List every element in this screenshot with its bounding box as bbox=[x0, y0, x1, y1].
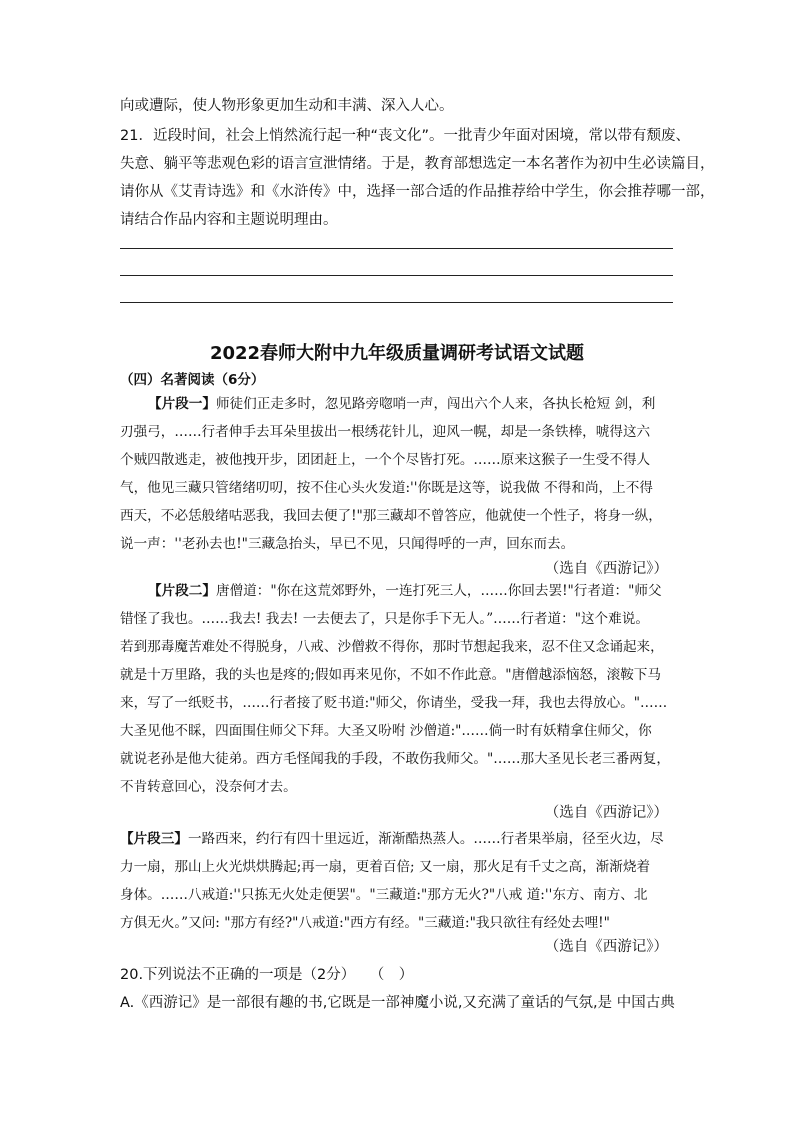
excerpt-3-line bbox=[120, 830, 664, 848]
excerpt-1-line: 刃强弓，……行者伸手去耳朵里拔出一根绣花针儿，迎风一幌，却是一条铁棒，唬得这六 bbox=[120, 424, 651, 440]
excerpt-2-line: 就是十万里路，我的头也是疼的;假如再来见你，不如不作此意。"唐僧越添恼怒，滚鞍下马 bbox=[120, 667, 661, 683]
excerpt-tag: 【片段三】 bbox=[120, 831, 188, 847]
excerpt-1-line: 说一声：''老孙去也!"三藏急抬头，早已不见，只闻得呼的一声，回东而去。 bbox=[120, 536, 575, 552]
excerpt-2-line: 不肯转意回心，没奈何才去。 bbox=[120, 779, 297, 795]
text-line: 请结合作品内容和主题说明理由。 bbox=[120, 212, 338, 228]
option-a: A.《西游记》是一部很有趣的书,它既是一部神魔小说,又充满了童话的气氛,是 中国古典 bbox=[120, 995, 675, 1011]
excerpt-1-line bbox=[148, 395, 655, 413]
excerpt-2-line bbox=[148, 582, 662, 600]
excerpt-text: 唐僧道："你在这荒郊野外，一连打死三人，……你回去罢!"行者道："师父 bbox=[215, 583, 662, 599]
excerpt-2-line: 就说老孙是他大徒弟。西方毛怪闻我的手段，不敢伤我师父。"……那大圣见长老三番两复， bbox=[120, 751, 670, 767]
question-21: 21．近段时间，社会上悄然流行起一种“丧文化”。一批青少年面对困境，常以带有颓废、 bbox=[120, 128, 690, 144]
excerpt-3-line: 方俱无火。”又问: "那方有经?"八戒道:"西方有经。"三藏道:"我只欲往有经处去哩!" bbox=[120, 915, 610, 931]
excerpt-1-line: 个贼四散逃走，被他拽开步，团团赶上，一个个尽皆打死。……原来这猴子一生受不得人 bbox=[120, 452, 651, 468]
excerpt-tag: 【片段一】 bbox=[148, 396, 216, 412]
question-20: 20.下列说法不正确的一项是（2分） （ ） bbox=[120, 967, 414, 983]
source-note: （选自《西游记》） bbox=[544, 939, 668, 955]
answer-line bbox=[120, 275, 673, 276]
excerpt-1-line: 气，他见三藏只管绪绪叨叨，按不住心头火发道:''你既是这等，说我做 不得和尚，上不得 bbox=[120, 480, 653, 496]
text-line: 失意、躺平等悲观色彩的语言宣泄情绪。于是，教育部想选定一本名著作为初中生必读篇目， bbox=[120, 156, 715, 172]
answer-line bbox=[120, 302, 673, 303]
excerpt-text: 一路西来，约行有四十里远近，渐渐酷热蒸人。……行者果举扇，径至火边，尽 bbox=[187, 831, 664, 847]
section-heading: （四）名著阅读（6分） bbox=[120, 372, 265, 388]
excerpt-2-line: 大圣见他不睬，四面围住师父下拜。大圣又吩咐 沙僧道:"……倘一时有妖精拿住师父，你 bbox=[120, 723, 652, 739]
text-line: 向或遭际，使人物形象更加生动和丰满、深入人心。 bbox=[120, 98, 454, 114]
source-note: （选自《西游记》） bbox=[544, 805, 668, 821]
page-title: 2022春师大附中九年级质量调研考试语文试题 bbox=[209, 343, 585, 364]
text-line: 请你从《艾青诗选》和《水浒传》中，选择一部合适的作品推荐给中学生，你会推荐哪一部， bbox=[120, 184, 715, 200]
excerpt-text: 师徒们正走多时，忽见路旁唿哨一声，闯出六个人来，各执长枪短 剑，利 bbox=[215, 396, 656, 412]
excerpt-2-line: 若到那毒魔苦难处不得脱身，八戒、沙僧救不得你，那时节想起我来，忍不住又念诵起来， bbox=[120, 639, 664, 655]
excerpt-3-line: 身体。……八戒道:''只拣无火处走便罢"。"三藏道:"那方无火?"八戒 道:''东方、南方、北 bbox=[120, 887, 648, 903]
excerpt-2-line: 来，写了一纸贬书，……行者接了贬书道:"师父，你请坐，受我一拜，我也去得放心。"…… bbox=[120, 695, 668, 711]
excerpt-3-line: 力一扇，那山上火光烘烘腾起;再一扇，更着百倍; 又一扇，那火足有千丈之高，渐渐烧着 bbox=[120, 859, 651, 875]
excerpt-1-line: 西天，不必恁般绪咕恶我，我回去便了!"那三藏却不曾答应，他就使一个性子，将身一纵， bbox=[120, 508, 662, 524]
excerpt-tag: 【片段二】 bbox=[148, 583, 216, 599]
excerpt-2-line: 错怪了我也。……我去! 我去! 一去便去了，只是你手下无人。”……行者道："这个难说。 bbox=[120, 611, 649, 627]
source-note: （选自《西游记》） bbox=[544, 561, 668, 577]
answer-line bbox=[120, 248, 673, 249]
